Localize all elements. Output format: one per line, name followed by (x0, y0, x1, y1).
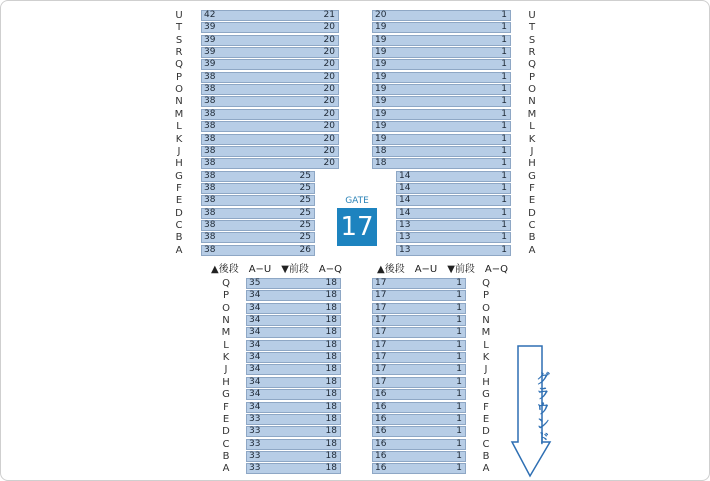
row-label: G (482, 389, 490, 401)
first-seat-number: 39 (204, 34, 216, 45)
row-label: A (175, 244, 183, 256)
seat-row[interactable] (201, 220, 315, 231)
seat-row[interactable] (246, 451, 341, 462)
first-seat-number: 19 (375, 34, 387, 45)
seat-row[interactable] (372, 109, 511, 120)
last-seat-number: 18 (325, 315, 337, 326)
gate-number: 17 (337, 208, 377, 246)
row-label: H (222, 376, 230, 388)
last-seat-number: 18 (325, 352, 337, 363)
row-label: P (528, 71, 536, 83)
last-seat-number: 1 (456, 413, 462, 424)
seat-row[interactable] (372, 59, 511, 70)
row-label: K (482, 352, 490, 364)
first-seat-number: 14 (399, 207, 411, 218)
last-seat-number: 18 (325, 450, 337, 461)
seat-row[interactable] (372, 303, 466, 314)
last-seat-number: 20 (323, 71, 335, 82)
seat-row[interactable] (201, 47, 339, 58)
last-seat-number: 1 (501, 170, 507, 181)
row-label: Q (482, 278, 490, 289)
seat-row[interactable] (246, 290, 341, 301)
seat-row[interactable] (201, 121, 339, 132)
first-seat-number: 38 (204, 133, 216, 144)
last-seat-number: 1 (456, 389, 462, 400)
first-seat-number: 34 (249, 290, 261, 301)
row-label: C (222, 438, 230, 450)
first-seat-number: 34 (249, 339, 261, 350)
row-label: G (528, 170, 536, 182)
row-label: F (529, 182, 535, 194)
left-section-header: ▲後段 A−U ▼前段 A−Q (211, 264, 343, 275)
row-label: L (483, 339, 489, 351)
last-seat-number: 1 (501, 145, 507, 156)
seat-row[interactable] (372, 146, 511, 157)
ground-label: グラウンド (534, 370, 550, 446)
seat-row[interactable] (372, 121, 511, 132)
seat-row[interactable] (372, 352, 466, 363)
row-label: N (482, 315, 490, 327)
last-seat-number: 25 (299, 219, 311, 230)
seat-row[interactable] (396, 245, 511, 256)
row-label: K (528, 133, 536, 145)
seat-row[interactable] (246, 315, 341, 326)
first-seat-number: 14 (399, 170, 411, 181)
first-seat-number: 14 (399, 195, 411, 206)
row-label: E (528, 195, 536, 207)
first-seat-number: 34 (249, 327, 261, 338)
row-label: U (175, 10, 183, 21)
last-seat-number: 1 (501, 108, 507, 119)
first-seat-number: 17 (375, 278, 387, 288)
seat-row[interactable] (201, 232, 315, 243)
row-label: D (175, 207, 183, 219)
first-seat-number: 17 (375, 352, 387, 363)
last-seat-number: 25 (299, 195, 311, 206)
last-seat-number: 1 (501, 47, 507, 58)
row-label: M (174, 108, 184, 120)
row-label: S (175, 34, 183, 46)
seat-row[interactable] (201, 158, 339, 169)
last-seat-number: 1 (501, 182, 507, 193)
seat-row[interactable] (372, 315, 466, 326)
last-seat-number: 1 (501, 219, 507, 230)
first-seat-number: 38 (204, 219, 216, 230)
seat-row[interactable] (201, 22, 339, 33)
first-seat-number: 33 (249, 463, 261, 474)
last-seat-number: 1 (456, 463, 462, 474)
row-label: H (482, 376, 490, 388)
seat-row[interactable] (372, 278, 466, 289)
first-seat-number: 13 (399, 244, 411, 255)
row-label: F (483, 401, 489, 413)
seat-row[interactable] (201, 146, 339, 157)
row-label: P (175, 71, 183, 83)
last-seat-number: 20 (323, 22, 335, 33)
seat-row[interactable] (201, 195, 315, 206)
first-seat-number: 38 (204, 170, 216, 181)
seat-row[interactable] (372, 439, 466, 450)
last-seat-number: 20 (323, 84, 335, 95)
seat-row[interactable] (396, 220, 511, 231)
first-seat-number: 38 (204, 244, 216, 255)
seat-row[interactable] (246, 414, 341, 425)
last-seat-number: 1 (456, 450, 462, 461)
last-seat-number: 18 (325, 401, 337, 412)
first-seat-number: 16 (375, 401, 387, 412)
seat-row[interactable] (396, 208, 511, 219)
row-label: D (482, 426, 490, 438)
row-label: K (222, 352, 230, 364)
row-label: J (177, 145, 181, 157)
row-label: Q (222, 278, 230, 289)
first-seat-number: 39 (204, 59, 216, 70)
last-seat-number: 18 (325, 463, 337, 474)
row-label: M (481, 327, 491, 339)
row-label: F (223, 401, 229, 413)
last-seat-number: 1 (501, 207, 507, 218)
last-seat-number: 20 (323, 133, 335, 144)
seat-row[interactable] (372, 35, 511, 46)
row-label: N (528, 96, 536, 108)
seat-row[interactable] (201, 35, 339, 46)
seat-row[interactable] (201, 134, 339, 145)
row-label: T (528, 22, 536, 34)
last-seat-number: 25 (299, 232, 311, 243)
seat-row[interactable] (246, 402, 341, 413)
first-seat-number: 19 (375, 108, 387, 119)
row-label: T (175, 22, 183, 34)
first-seat-number: 16 (375, 463, 387, 474)
seat-row[interactable] (246, 340, 341, 351)
first-seat-number: 42 (204, 10, 216, 20)
row-label: L (176, 121, 182, 133)
first-seat-number: 17 (375, 302, 387, 313)
first-seat-number: 38 (204, 182, 216, 193)
last-seat-number: 1 (501, 121, 507, 132)
first-seat-number: 35 (249, 278, 261, 288)
row-label: J (484, 364, 488, 376)
first-seat-number: 20 (375, 10, 387, 20)
row-label: B (528, 232, 536, 244)
last-seat-number: 18 (325, 364, 337, 375)
last-seat-number: 18 (325, 413, 337, 424)
last-seat-number: 1 (456, 376, 462, 387)
last-seat-number: 1 (501, 195, 507, 206)
last-seat-number: 18 (325, 376, 337, 387)
last-seat-number: 21 (323, 10, 335, 20)
last-seat-number: 20 (323, 158, 335, 169)
first-seat-number: 16 (375, 389, 387, 400)
seat-row[interactable] (246, 377, 341, 388)
last-seat-number: 18 (325, 389, 337, 400)
last-seat-number: 1 (501, 232, 507, 243)
row-label: K (175, 133, 183, 145)
seat-row[interactable] (372, 426, 466, 437)
seat-row[interactable] (372, 364, 466, 375)
last-seat-number: 20 (323, 108, 335, 119)
row-label: B (175, 232, 183, 244)
row-label: J (224, 364, 228, 376)
first-seat-number: 34 (249, 389, 261, 400)
first-seat-number: 13 (399, 219, 411, 230)
seat-row[interactable] (246, 303, 341, 314)
seat-row[interactable] (201, 72, 339, 83)
seat-row[interactable] (372, 389, 466, 400)
seat-row[interactable] (372, 22, 511, 33)
seat-row[interactable] (372, 340, 466, 351)
seat-row[interactable] (201, 183, 315, 194)
first-seat-number: 17 (375, 315, 387, 326)
first-seat-number: 38 (204, 207, 216, 218)
last-seat-number: 1 (456, 302, 462, 313)
row-label: R (175, 47, 183, 59)
first-seat-number: 38 (204, 121, 216, 132)
last-seat-number: 18 (325, 278, 337, 288)
seat-row[interactable] (246, 426, 341, 437)
seat-row[interactable] (201, 171, 315, 182)
seat-row[interactable] (396, 183, 511, 194)
last-seat-number: 18 (325, 327, 337, 338)
seat-row[interactable] (201, 109, 339, 120)
first-seat-number: 34 (249, 352, 261, 363)
first-seat-number: 34 (249, 401, 261, 412)
seat-row[interactable] (372, 290, 466, 301)
last-seat-number: 1 (501, 244, 507, 255)
row-label: J (530, 145, 534, 157)
first-seat-number: 33 (249, 450, 261, 461)
row-label: E (482, 413, 490, 425)
seat-row[interactable] (201, 10, 339, 21)
row-label: O (222, 302, 230, 314)
first-seat-number: 34 (249, 315, 261, 326)
first-seat-number: 34 (249, 376, 261, 387)
last-seat-number: 20 (323, 59, 335, 70)
first-seat-number: 33 (249, 426, 261, 437)
seat-row[interactable] (201, 245, 315, 256)
row-label: C (482, 438, 490, 450)
row-label: G (175, 170, 183, 182)
last-seat-number: 18 (325, 438, 337, 449)
first-seat-number: 19 (375, 47, 387, 58)
seat-row[interactable] (246, 352, 341, 363)
row-label: A (528, 244, 536, 256)
first-seat-number: 16 (375, 438, 387, 449)
seat-row[interactable] (372, 451, 466, 462)
first-seat-number: 13 (399, 232, 411, 243)
seat-row[interactable] (246, 278, 341, 289)
row-label: A (482, 463, 490, 475)
row-label: P (482, 290, 490, 302)
row-label: C (528, 219, 536, 231)
seat-row[interactable] (201, 59, 339, 70)
row-label: E (175, 195, 183, 207)
seat-row[interactable] (201, 96, 339, 107)
last-seat-number: 1 (456, 278, 462, 288)
last-seat-number: 1 (501, 158, 507, 169)
row-label: O (482, 302, 490, 314)
row-label: N (222, 315, 230, 327)
row-label: A (222, 463, 230, 475)
last-seat-number: 1 (501, 34, 507, 45)
row-label: Q (175, 59, 183, 71)
first-seat-number: 16 (375, 426, 387, 437)
last-seat-number: 26 (299, 244, 311, 255)
last-seat-number: 20 (323, 145, 335, 156)
last-seat-number: 18 (325, 426, 337, 437)
row-label: H (528, 158, 536, 170)
first-seat-number: 16 (375, 450, 387, 461)
first-seat-number: 14 (399, 182, 411, 193)
first-seat-number: 38 (204, 71, 216, 82)
row-label: O (175, 84, 183, 96)
seat-row[interactable] (372, 402, 466, 413)
gate-marker (336, 196, 378, 246)
first-seat-number: 38 (204, 96, 216, 107)
row-label: M (221, 327, 231, 339)
row-label: D (222, 426, 230, 438)
row-label: L (529, 121, 535, 133)
first-seat-number: 19 (375, 71, 387, 82)
row-label: B (222, 450, 230, 462)
last-seat-number: 1 (456, 364, 462, 375)
last-seat-number: 25 (299, 182, 311, 193)
first-seat-number: 39 (204, 47, 216, 58)
seat-row[interactable] (372, 72, 511, 83)
last-seat-number: 25 (299, 207, 311, 218)
last-seat-number: 1 (456, 327, 462, 338)
seat-row[interactable] (396, 171, 511, 182)
row-label: S (528, 34, 536, 46)
right-section-header: ▲後段 A−U ▼前段 A−Q (377, 264, 509, 275)
row-label: B (482, 450, 490, 462)
seat-row[interactable] (201, 208, 315, 219)
first-seat-number: 34 (249, 364, 261, 375)
first-seat-number: 16 (375, 413, 387, 424)
last-seat-number: 1 (456, 290, 462, 301)
first-seat-number: 33 (249, 413, 261, 424)
last-seat-number: 1 (501, 71, 507, 82)
seat-row[interactable] (372, 134, 511, 145)
seat-row[interactable] (246, 364, 341, 375)
first-seat-number: 38 (204, 84, 216, 95)
last-seat-number: 1 (456, 352, 462, 363)
seat-row[interactable] (372, 47, 511, 58)
last-seat-number: 1 (456, 315, 462, 326)
seat-row[interactable] (372, 10, 511, 21)
first-seat-number: 38 (204, 145, 216, 156)
last-seat-number: 1 (501, 96, 507, 107)
first-seat-number: 38 (204, 232, 216, 243)
last-seat-number: 1 (501, 84, 507, 95)
row-label: C (175, 219, 183, 231)
row-label: O (528, 84, 536, 96)
row-label: U (528, 10, 536, 21)
first-seat-number: 38 (204, 158, 216, 169)
row-label: E (222, 413, 230, 425)
last-seat-number: 20 (323, 47, 335, 58)
seat-row[interactable] (372, 84, 511, 95)
first-seat-number: 19 (375, 121, 387, 132)
first-seat-number: 17 (375, 327, 387, 338)
row-label: G (222, 389, 230, 401)
first-seat-number: 18 (375, 145, 387, 156)
seat-row[interactable] (396, 232, 511, 243)
last-seat-number: 1 (456, 426, 462, 437)
first-seat-number: 33 (249, 438, 261, 449)
first-seat-number: 19 (375, 133, 387, 144)
first-seat-number: 19 (375, 96, 387, 107)
seat-row[interactable] (246, 439, 341, 450)
seat-row[interactable] (372, 377, 466, 388)
first-seat-number: 38 (204, 108, 216, 119)
gate-label: GATE (345, 196, 369, 206)
first-seat-number: 18 (375, 158, 387, 169)
last-seat-number: 1 (501, 133, 507, 144)
last-seat-number: 20 (323, 96, 335, 107)
row-label: H (175, 158, 183, 170)
first-seat-number: 17 (375, 290, 387, 301)
row-label: Q (528, 59, 536, 71)
seat-row[interactable] (246, 327, 341, 338)
row-label: N (175, 96, 183, 108)
first-seat-number: 38 (204, 195, 216, 206)
seat-row[interactable] (372, 414, 466, 425)
last-seat-number: 1 (501, 10, 507, 20)
ground-direction-arrow (510, 344, 552, 479)
first-seat-number: 39 (204, 22, 216, 33)
row-label: F (176, 182, 182, 194)
seat-row[interactable] (396, 195, 511, 206)
last-seat-number: 1 (501, 59, 507, 70)
first-seat-number: 17 (375, 376, 387, 387)
row-label: R (528, 47, 536, 59)
last-seat-number: 18 (325, 302, 337, 313)
seat-row[interactable] (372, 96, 511, 107)
seat-row[interactable] (246, 389, 341, 400)
last-seat-number: 25 (299, 170, 311, 181)
row-label: M (527, 108, 537, 120)
first-seat-number: 19 (375, 22, 387, 33)
first-seat-number: 17 (375, 364, 387, 375)
last-seat-number: 1 (501, 22, 507, 33)
row-label: P (222, 290, 230, 302)
first-seat-number: 34 (249, 302, 261, 313)
last-seat-number: 20 (323, 121, 335, 132)
seat-row[interactable] (372, 463, 466, 474)
last-seat-number: 18 (325, 339, 337, 350)
first-seat-number: 17 (375, 339, 387, 350)
first-seat-number: 19 (375, 84, 387, 95)
seat-row[interactable] (372, 158, 511, 169)
last-seat-number: 1 (456, 438, 462, 449)
row-label: D (528, 207, 536, 219)
seat-row[interactable] (372, 327, 466, 338)
last-seat-number: 1 (456, 339, 462, 350)
last-seat-number: 1 (456, 401, 462, 412)
last-seat-number: 20 (323, 34, 335, 45)
first-seat-number: 19 (375, 59, 387, 70)
seat-row[interactable] (201, 84, 339, 95)
last-seat-number: 18 (325, 290, 337, 301)
seat-row[interactable] (246, 463, 341, 474)
row-label: L (223, 339, 229, 351)
